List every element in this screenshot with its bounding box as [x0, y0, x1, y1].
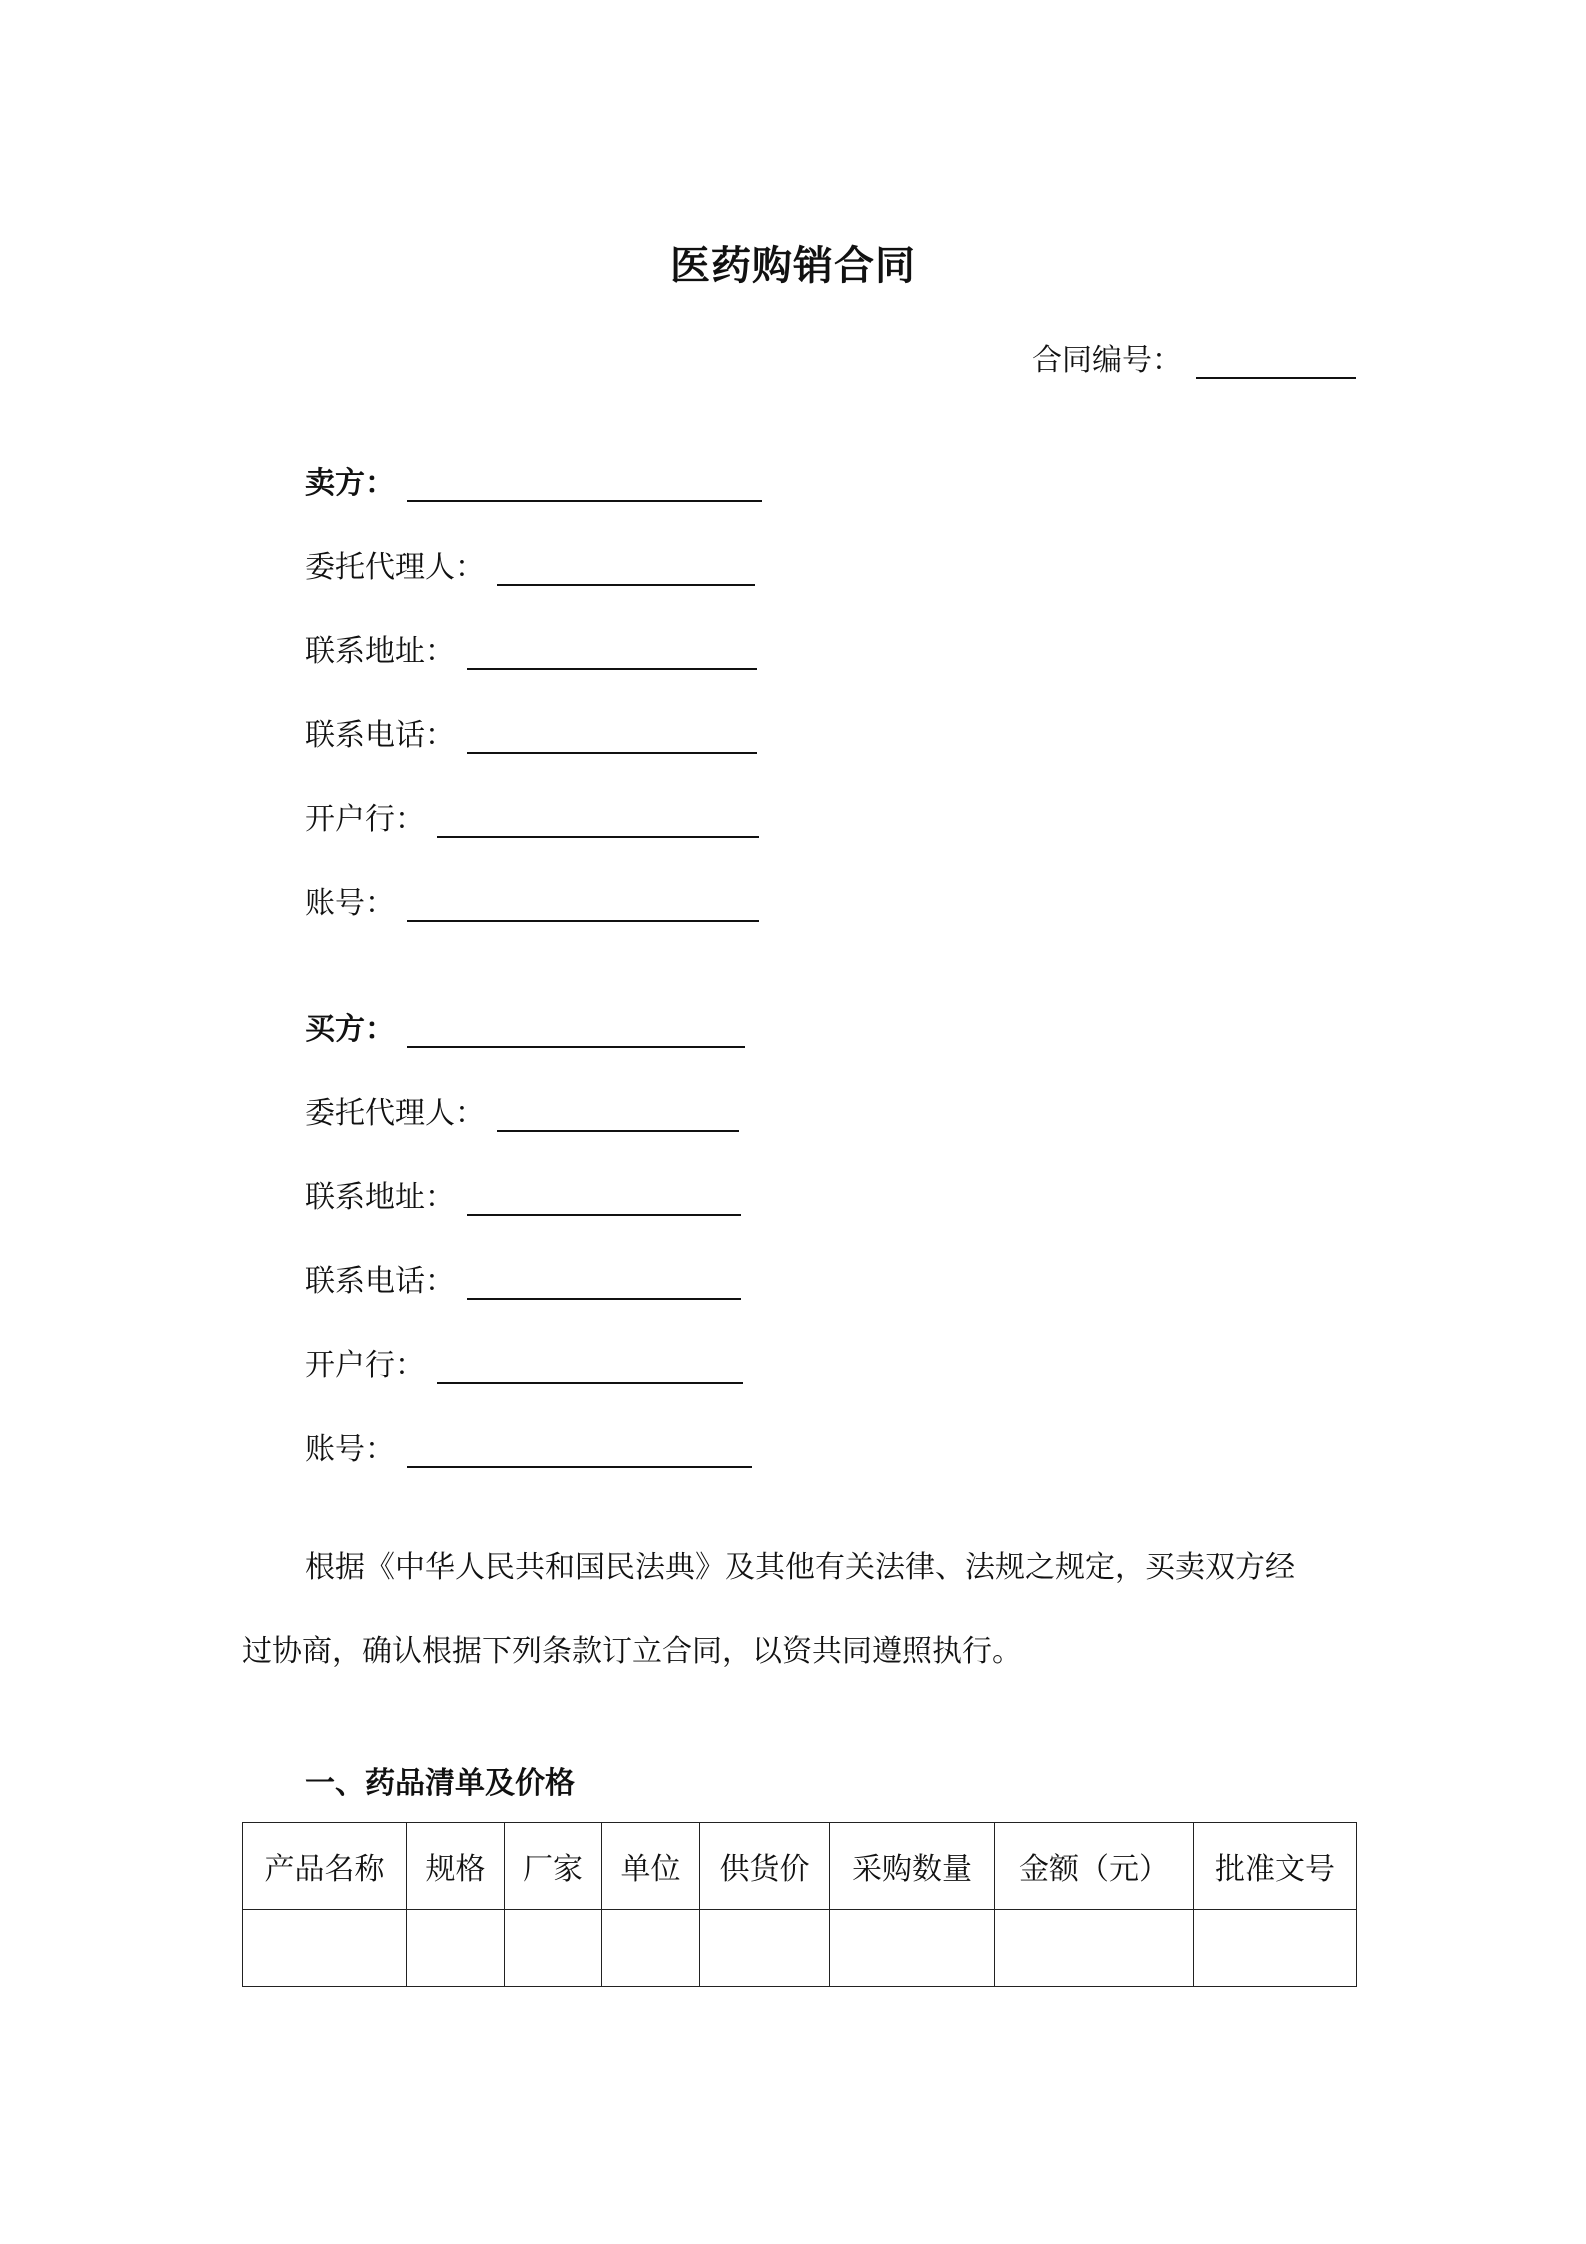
preamble-line-1: 根据《中华人民共和国民法典》及其他有关法律、法规之规定，买卖双方经 — [305, 1550, 1295, 1585]
seller-agent-field — [305, 542, 755, 586]
buyer-account-label: 账号： — [305, 1432, 395, 1467]
table-cell[interactable] — [243, 1910, 407, 1987]
seller-bank-label: 开户行： — [305, 802, 425, 837]
buyer-address-field — [305, 1172, 741, 1216]
drug-price-table — [242, 1822, 1357, 1987]
column-header-quantity: 采购数量 — [830, 1823, 995, 1910]
buyer-agent-label: 委托代理人： — [305, 1096, 485, 1131]
seller-address-blank[interactable] — [467, 632, 757, 670]
table-cell[interactable] — [830, 1910, 995, 1987]
table-cell[interactable] — [1194, 1910, 1357, 1987]
buyer-phone-blank[interactable] — [467, 1262, 741, 1300]
column-header-spec: 规格 — [407, 1823, 505, 1910]
seller-address-field — [305, 626, 757, 670]
seller-phone-field — [305, 710, 757, 754]
buyer-address-blank[interactable] — [467, 1178, 741, 1216]
buyer-bank-field — [305, 1340, 743, 1384]
seller-account-label: 账号： — [305, 886, 395, 921]
seller-party-field — [305, 458, 762, 502]
seller-bank-field — [305, 794, 759, 838]
document-title: 医药购销合同 — [670, 243, 916, 289]
seller-agent-label: 委托代理人： — [305, 550, 485, 585]
buyer-party-field — [305, 1004, 745, 1048]
column-header-manufacturer: 厂家 — [505, 1823, 602, 1910]
table-cell[interactable] — [505, 1910, 602, 1987]
buyer-bank-label: 开户行： — [305, 1348, 425, 1383]
buyer-address-label: 联系地址： — [305, 1180, 455, 1215]
table-cell[interactable] — [407, 1910, 505, 1987]
buyer-phone-label: 联系电话： — [305, 1264, 455, 1299]
table-header-row — [243, 1823, 1357, 1910]
seller-address-label: 联系地址： — [305, 634, 455, 669]
buyer-phone-field — [305, 1256, 741, 1300]
column-header-approval-no: 批准文号 — [1194, 1823, 1357, 1910]
table-row — [243, 1910, 1357, 1987]
table-cell[interactable] — [700, 1910, 830, 1987]
contract-number-field — [1032, 335, 1356, 379]
section-heading: 一、药品清单及价格 — [305, 1766, 575, 1801]
table-cell[interactable] — [995, 1910, 1194, 1987]
buyer-party-label: 买方： — [305, 1012, 395, 1047]
buyer-agent-blank[interactable] — [497, 1094, 739, 1132]
column-header-amount: 金额（元） — [995, 1823, 1194, 1910]
seller-phone-label: 联系电话： — [305, 718, 455, 753]
seller-phone-blank[interactable] — [467, 716, 757, 754]
column-header-product-name: 产品名称 — [243, 1823, 407, 1910]
buyer-account-blank[interactable] — [407, 1430, 752, 1468]
contract-number-blank[interactable] — [1196, 339, 1356, 379]
seller-account-field — [305, 878, 759, 922]
buyer-bank-blank[interactable] — [437, 1346, 743, 1384]
buyer-account-field — [305, 1424, 752, 1468]
column-header-unit: 单位 — [602, 1823, 700, 1910]
seller-party-label: 卖方： — [305, 466, 395, 501]
buyer-party-blank[interactable] — [407, 1010, 745, 1048]
preamble-line-2: 过协商，确认根据下列条款订立合同，以资共同遵照执行。 — [242, 1634, 1022, 1669]
buyer-agent-field — [305, 1088, 739, 1132]
seller-account-blank[interactable] — [407, 884, 759, 922]
seller-bank-blank[interactable] — [437, 800, 759, 838]
contract-number-label: 合同编号： — [1032, 343, 1182, 378]
column-header-supply-price: 供货价 — [700, 1823, 830, 1910]
table-cell[interactable] — [602, 1910, 700, 1987]
seller-party-blank[interactable] — [407, 464, 762, 502]
seller-agent-blank[interactable] — [497, 548, 755, 586]
